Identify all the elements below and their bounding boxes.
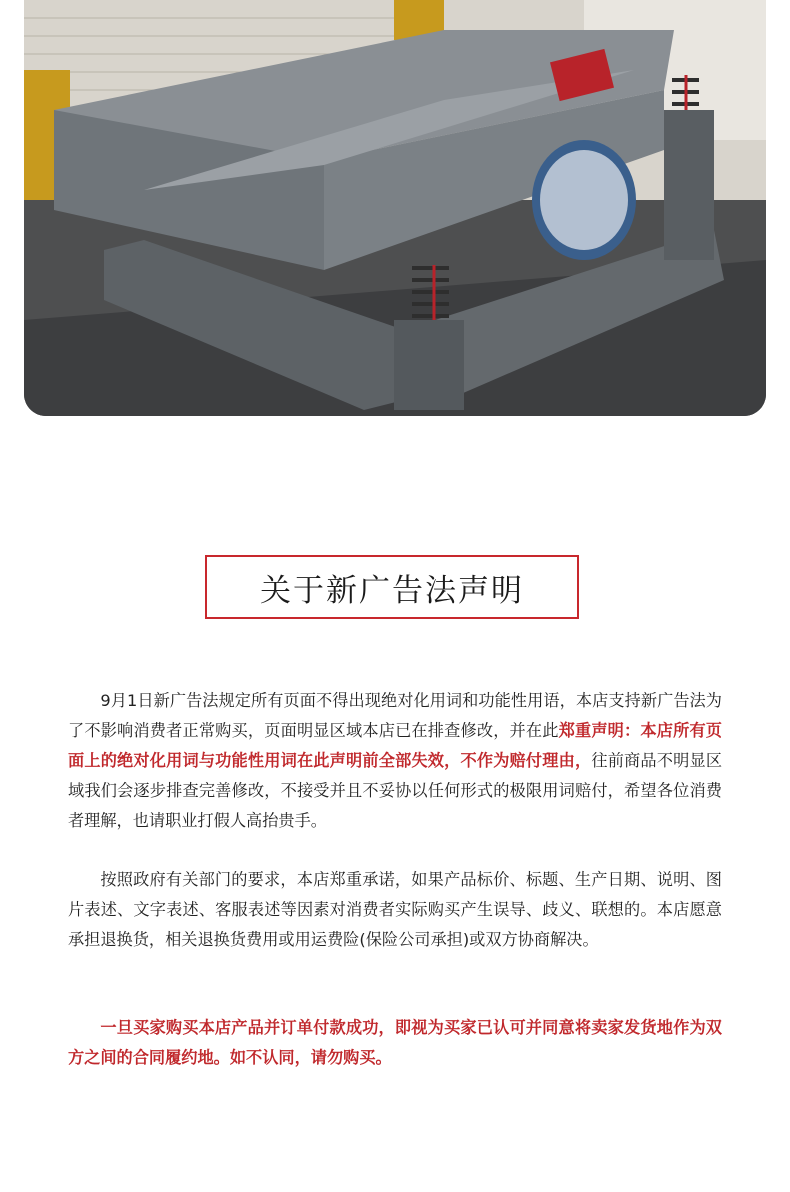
- p1-red-declaration: 郑重声明：本店所有页面上的绝对化用词与功能性用词在此声明前全部失效，不作为赔付理由，: [68, 721, 722, 770]
- product-photo: [24, 0, 766, 416]
- notice-title-box: [205, 555, 579, 619]
- notice-title: 关于新广告法声明: [260, 572, 524, 609]
- notice-paragraph-3: 一旦买家购买本店产品并订单付款成功，即视为买家已认可并同意将卖家发货地作为双方之间的合同履约地。如不认同，请勿购买。: [68, 1018, 722, 1067]
- notice-paragraph-1: [68, 686, 722, 836]
- p1-text-a: 9月1日新广告法规定所有页面不得出现绝对化用词和功能性用语，本店支持新广告法为了不影响消费者正常购买，页面明显区域本店已在排查修改，并在此: [68, 691, 722, 740]
- notice-paragraph-2: 按照政府有关部门的要求，本店郑重承诺，如果产品标价、标题、生产日期、说明、图片表述、文字表述、客服表述等因素对消费者实际购买产生误导、歧义、联想的。本店愿意承担退换货，相关退换货费用或用运费险(保险公司承担)或双方协商解决。: [68, 870, 722, 949]
- p1-text-b: 往前商品不明显区域我们会逐步排查完善修改，不接受并且不妥协以任何形式的极限用词赔付，希望各位消费者理解，也请职业打假人高抬贵手。: [68, 751, 723, 830]
